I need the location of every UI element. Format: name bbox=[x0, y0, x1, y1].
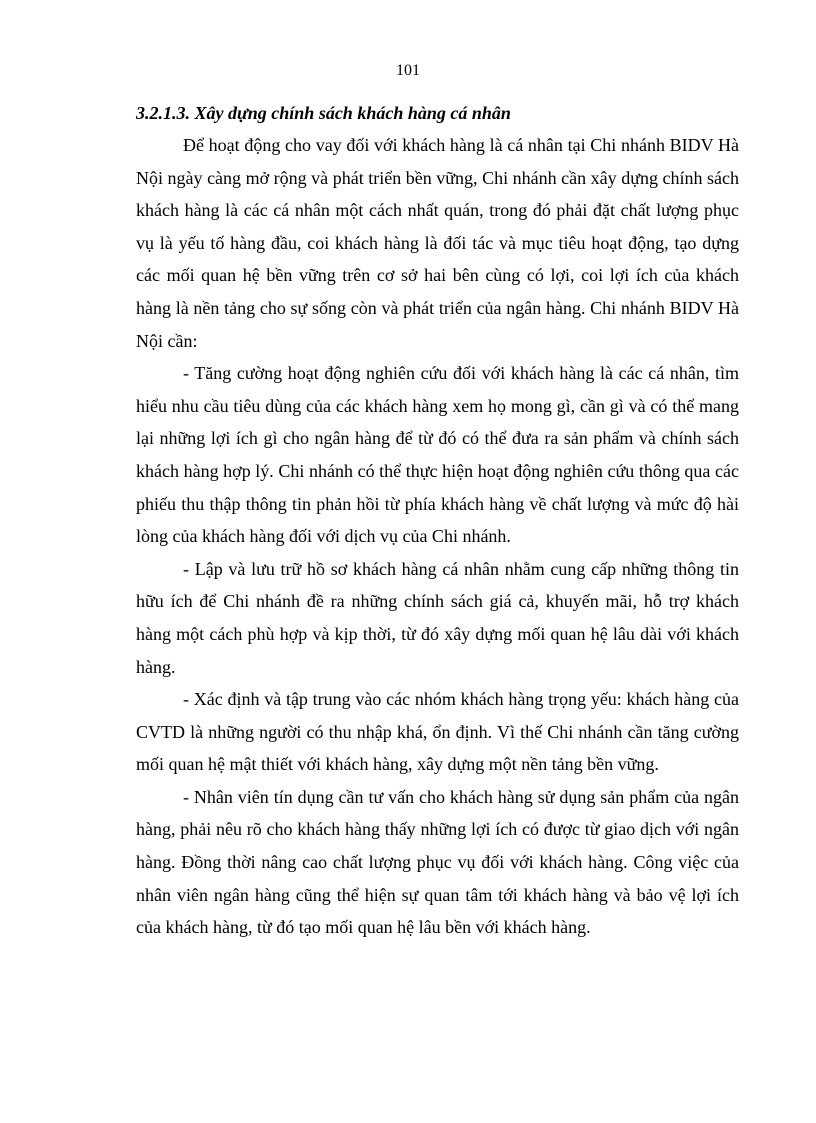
section-heading: 3.2.1.3. Xây dựng chính sách khách hàng cá nhân bbox=[136, 103, 511, 123]
bullet-paragraph-records: - Lập và lưu trữ hồ sơ khách hàng cá nhân nhằm cung cấp những thông tin hữu ích để Chi nhánh đề ra những chính sách giá cả, khuyến mãi, hỗ trợ khách hàng một cách phù hợp và kịp thời, từ đó xây dựng mối quan hệ lâu dài với khách hàng. bbox=[136, 558, 739, 677]
page-content bbox=[136, 97, 739, 944]
bullet-paragraph-key-groups: - Xác định và tập trung vào các nhóm khách hàng trọng yếu: khách hàng của CVTD là những người có thu nhập khá, ổn định. Vì thế Chi nhánh cần tăng cường mối quan hệ mật thiết với khách hàng, xây dựng một nền tảng bền vững. bbox=[136, 689, 739, 775]
bullet-paragraph-research: - Tăng cường hoạt động nghiên cứu đối với khách hàng là các cá nhân, tìm hiểu nhu cầu tiêu dùng của các khách hàng xem họ mong gì, cần gì và có thể mang lại những lợi ích gì cho ngân hàng để từ đó có thể đưa ra sản phẩm và chính sách khách hàng hợp lý. Chi nhánh có thể thực hiện hoạt động nghiên cứu thông qua các phiếu thu thập thông tin phản hồi từ phía khách hàng về chất lượng và mức độ hài lòng của khách hàng đối với dịch vụ của Chi nhánh. bbox=[136, 363, 739, 547]
page-number: 101 bbox=[396, 62, 420, 79]
bullet-paragraph-staff: - Nhân viên tín dụng cần tư vấn cho khách hàng sử dụng sản phẩm của ngân hàng, phải nêu rõ cho khách hàng thấy những lợi ích có được từ giao dịch với ngân hàng. Đồng thời nâng cao chất lượng phục vụ đối với khách hàng. Công việc của nhân viên ngân hàng cũng thể hiện sự quan tâm tới khách hàng và bảo vệ lợi ích của khách hàng, từ đó tạo mối quan hệ lâu bền với khách hàng. bbox=[136, 786, 739, 938]
intro-paragraph: Để hoạt động cho vay đối với khách hàng là cá nhân tại Chi nhánh BIDV Hà Nội ngày càng mở rộng và phát triển bền vững, Chi nhánh cần xây dựng chính sách khách hàng là các cá nhân một cách nhất quán, trong đó phải đặt chất lượng phục vụ là yếu tố hàng đầu, coi khách hàng là đối tác và mục tiêu hoạt động, tạo dựng các mối quan hệ bền vững trên cơ sở hai bên cùng có lợi, coi lợi ích của khách hàng là nền tảng cho sự sống còn và phát triển của ngân hàng. Chi nhánh BIDV Hà Nội cần: bbox=[136, 135, 739, 351]
